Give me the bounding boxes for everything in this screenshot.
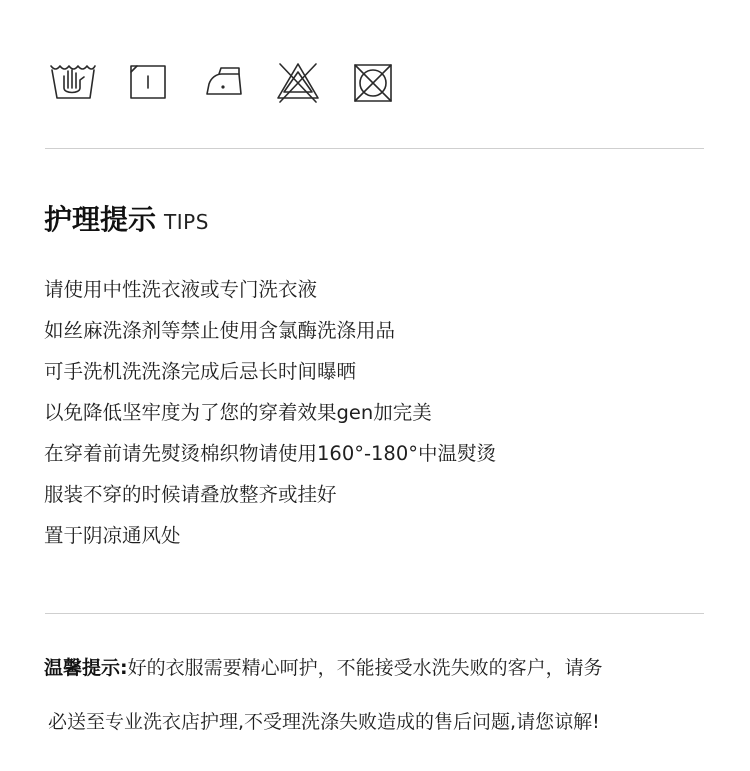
notice-label: 温馨提示: [44,657,128,679]
section-title-en: TIPS [164,210,209,234]
iron-icon [198,58,248,104]
tip-item: 在穿着前请先熨烫棉织物请使用160°-180°中温熨烫 [44,442,496,465]
notice-line-1 [44,655,716,681]
notice-text-1: 好的衣服需要精心呵护，不能接受水洗失败的客户，请务 [127,657,603,679]
care-icons-row [48,58,423,104]
notice-line-2: 必送至专业洗衣店护理,不受理洗涤失败造成的售后问题,请您谅解! [48,711,600,733]
section-title [44,198,209,238]
tip-item: 如丝麻洗涤剂等禁止使用含氯酶洗涤用品 [44,319,396,342]
warm-notice [44,655,716,733]
top-divider [45,148,704,149]
bottom-divider [45,613,704,614]
tip-item: 服装不穿的时候请叠放整齐或挂好 [44,483,337,506]
tip-item: 置于阴凉通风处 [44,524,181,547]
do-not-tumble-dry-icon [348,58,398,104]
section-title-zh: 护理提示 [44,203,157,236]
hand-wash-icon [48,58,98,104]
tumble-dry-icon [123,58,173,104]
tip-item: 请使用中性洗衣液或专门洗衣液 [44,278,318,301]
tip-item: 以免降低坚牢度为了您的穿着效果gen加完美 [44,401,432,424]
care-tips-list [44,280,496,567]
tip-item: 可手洗机洗洗涤完成后忌长时间曝晒 [44,360,357,383]
do-not-bleach-icon [273,58,323,104]
